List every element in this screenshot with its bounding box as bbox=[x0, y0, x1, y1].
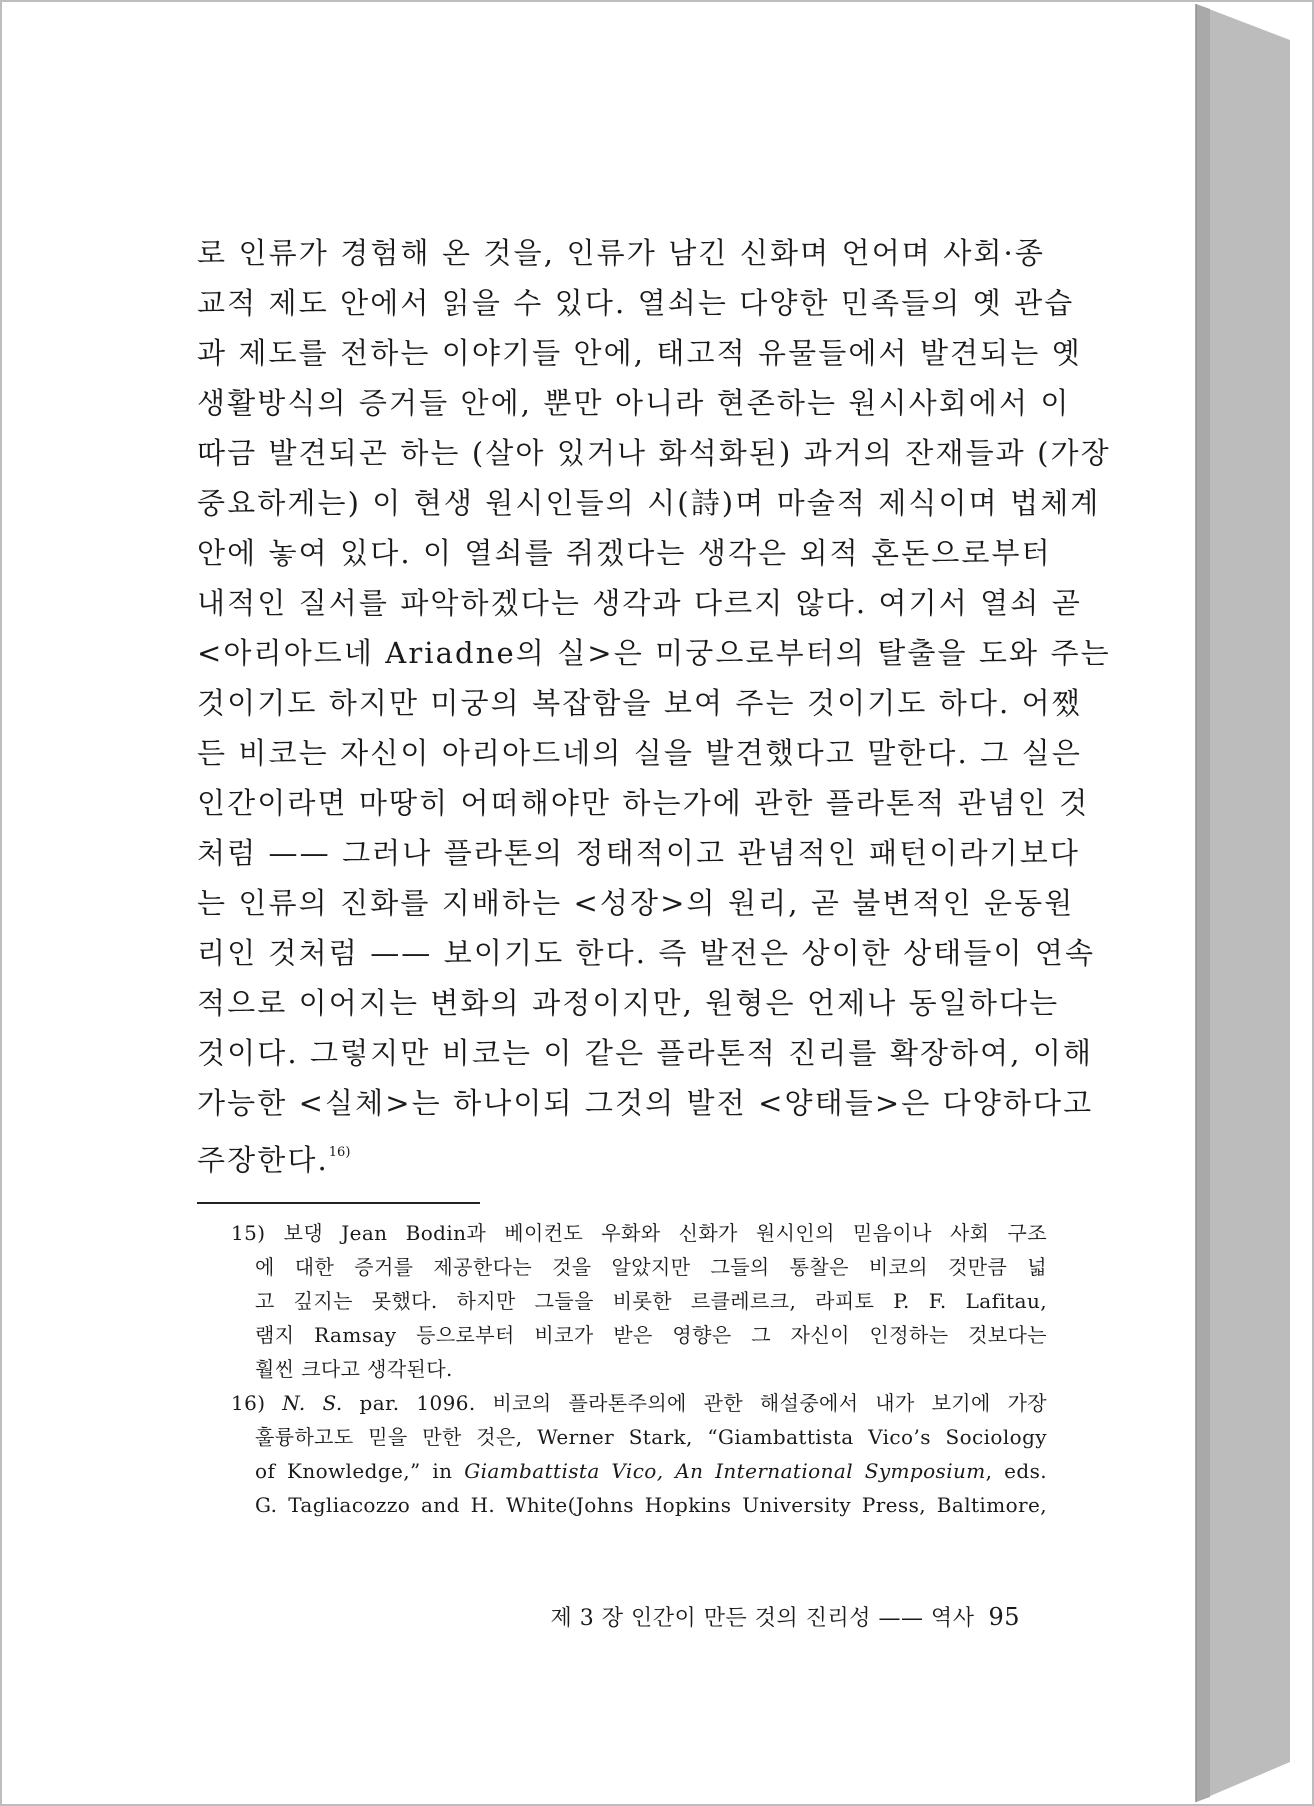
footnote-15-line: 에 대한 증거를 제공한다는 것을 알았지만 그들의 통찰은 비코의 것만큼 넓 bbox=[255, 1255, 1047, 1279]
body-line: 중요하게는) 이 현생 원시인들의 시(詩)며 마술적 제식이며 법체계 bbox=[197, 486, 1101, 520]
book-edge-face bbox=[1196, 4, 1290, 1802]
body-line: 따금 발견되곤 하는 (살아 있거나 화석화된) 과거의 잔재들과 (가장 bbox=[197, 436, 1111, 470]
body-line: 적으로 이어지는 변화의 과정이지만, 원형은 언제나 동일하다는 bbox=[197, 986, 1060, 1020]
body-line-text: 주장한다. bbox=[197, 1143, 329, 1177]
body-line: 것이기도 하지만 미궁의 복잡함을 보여 주는 것이기도 하다. 어쨌 bbox=[197, 686, 1082, 720]
footnote-ref-label: N. S. bbox=[282, 1391, 343, 1415]
page-number: 95 bbox=[988, 1603, 1020, 1631]
body-text bbox=[197, 228, 1111, 1178]
footnote-text: par. 1096. 비코의 플라톤주의에 관한 해설중에서 내가 보기에 가장 bbox=[359, 1391, 1048, 1415]
footnote-15-line: 훨씬 크다고 생각된다. bbox=[255, 1357, 453, 1381]
footnote-text: 보댕 Jean Bodin과 베이컨도 우화와 신화가 원시인의 믿음이나 사회 구조 bbox=[283, 1221, 1047, 1245]
footnote-16-line: 훌륭하고도 믿을 만한 것은, Werner Stark, “Giambattista Vico’s Sociology bbox=[255, 1425, 1047, 1449]
footnote-16-line bbox=[231, 1454, 1047, 1488]
body-line: 처럼 —— 그러나 플라톤의 정태적이고 관념적인 패턴이라기보다 bbox=[197, 836, 1080, 870]
book-title: Giambattista Vico, An International Symposium bbox=[464, 1459, 986, 1483]
chapter-title: 제 3 장 인간이 만든 것의 진리성 —— 역사 bbox=[550, 1606, 975, 1631]
book-edge-shadow bbox=[1196, 4, 1210, 1802]
footnote-number: 16) bbox=[231, 1391, 266, 1415]
footnote-text: of Knowledge,” in bbox=[255, 1459, 453, 1483]
footnotes bbox=[231, 1216, 1047, 1522]
body-line: 인간이라면 마땅히 어떠해야만 하는가에 관한 플라톤적 관념인 것 bbox=[197, 786, 1090, 820]
body-line: 교적 제도 안에서 읽을 수 있다. 열쇠는 다양한 민족들의 옛 관습 bbox=[197, 286, 1075, 320]
body-line-final bbox=[197, 1128, 1045, 1178]
footnote-text: , eds. bbox=[985, 1459, 1047, 1483]
body-line: 것이다. 그렇지만 비코는 이 같은 플라톤적 진리를 확장하여, 이해 bbox=[197, 1036, 1094, 1070]
footnote-15-line bbox=[231, 1216, 1047, 1250]
body-line: 는 인류의 진화를 지배하는 <성장>의 원리, 곧 불변적인 운동원 bbox=[197, 886, 1075, 920]
body-line: <아리아드네 Ariadne의 실>은 미궁으로부터의 탈출을 도와 주는 bbox=[197, 636, 1111, 670]
body-line: 생활방식의 증거들 안에, 뿐만 아니라 현존하는 원시사회에서 이 bbox=[197, 386, 1071, 420]
footnote-15-line: 램지 Ramsay 등으로부터 비코가 받은 영향은 그 자신이 인정하는 것보다는 bbox=[255, 1323, 1047, 1347]
footnote-divider bbox=[197, 1202, 480, 1204]
body-line: 과 제도를 전하는 이야기들 안에, 태고적 유물들에서 발견되는 옛 bbox=[197, 336, 1082, 370]
footnote-reference: 16) bbox=[328, 1145, 351, 1160]
footnote-16-line: G. Tagliacozzo and H. White(Johns Hopkins University Press, Baltimore, bbox=[255, 1493, 1047, 1517]
footnote-15-line: 고 깊지는 못했다. 하지만 그들을 비롯한 르클레르크, 라피토 P. F. Lafitau, bbox=[255, 1289, 1047, 1313]
body-line: 가능한 <실체>는 하나이되 그것의 발전 <양태들>은 다양하다고 bbox=[197, 1086, 1094, 1120]
footnote-16-line bbox=[231, 1386, 1047, 1420]
running-footer bbox=[500, 1600, 1020, 1634]
body-line: 든 비코는 자신이 아리아드네의 실을 발견했다고 말한다. 그 실은 bbox=[197, 736, 1082, 770]
body-line: 리인 것처럼 —— 보이기도 한다. 즉 발전은 상이한 상태들이 연속 bbox=[197, 936, 1096, 970]
footnote-number: 15) bbox=[231, 1221, 266, 1245]
body-line: 안에 놓여 있다. 이 열쇠를 쥐겠다는 생각은 외적 혼돈으로부터 bbox=[197, 536, 1052, 570]
body-line: 내적인 질서를 파악하겠다는 생각과 다르지 않다. 여기서 열쇠 곧 bbox=[197, 586, 1082, 620]
body-line: 로 인류가 경험해 온 것을, 인류가 남긴 신화며 언어며 사회·종 bbox=[197, 236, 1045, 270]
